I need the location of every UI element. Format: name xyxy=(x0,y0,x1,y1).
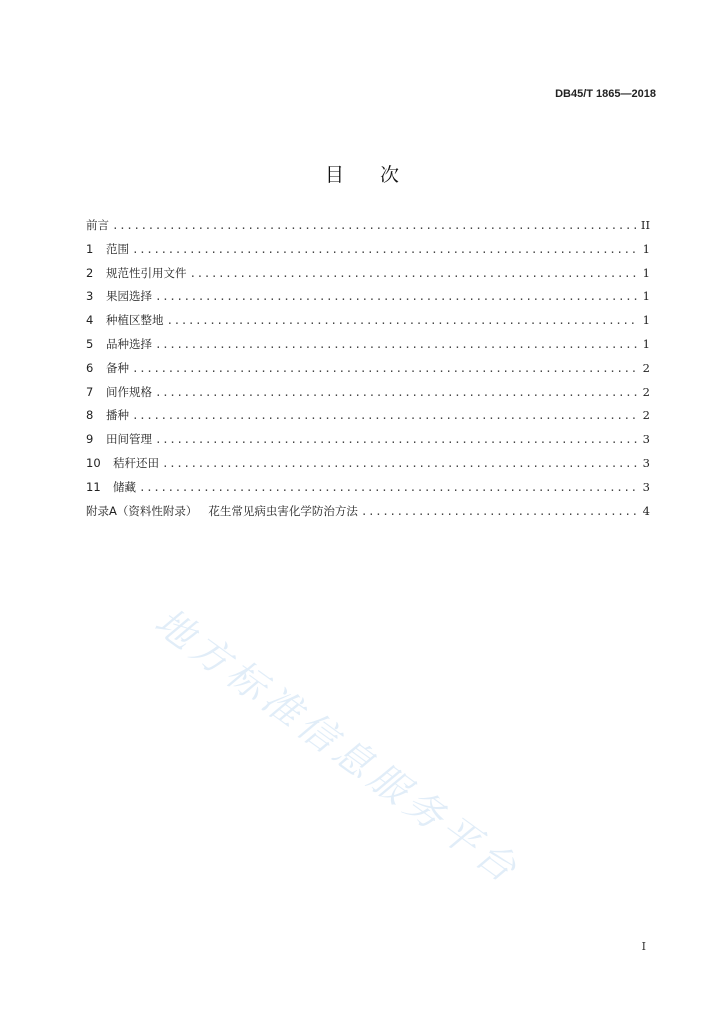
document-code: DB45/T 1865—2018 xyxy=(555,88,656,100)
toc-page-number: 4 xyxy=(642,503,650,518)
toc-label: 储藏 xyxy=(113,479,136,494)
toc-page-number: 1 xyxy=(642,336,650,351)
toc-number: 3 xyxy=(86,289,94,304)
toc-leader-dots xyxy=(155,433,638,446)
toc-leader-dots xyxy=(167,314,639,327)
toc-entry-4[interactable] xyxy=(86,312,650,336)
toc-number: 7 xyxy=(86,384,94,399)
toc-page-number: 1 xyxy=(642,265,650,280)
toc-page-number: 2 xyxy=(642,408,650,423)
toc-entry-1[interactable] xyxy=(86,241,650,265)
toc-label: 果园选择 xyxy=(106,289,152,304)
toc-leader-dots xyxy=(162,457,638,470)
toc-page-number: 3 xyxy=(642,455,650,470)
toc-label: 田间管理 xyxy=(106,432,152,447)
toc-leader-dots xyxy=(190,267,639,280)
toc-entry-9[interactable] xyxy=(86,431,650,455)
toc-label: 附录A（资料性附录） 花生常见病虫害化学防治方法 xyxy=(86,503,358,518)
toc-leader-dots xyxy=(112,219,637,232)
toc-page-number: II xyxy=(640,218,650,232)
toc-label: 种植区整地 xyxy=(106,313,164,328)
title-char-2: 次 xyxy=(380,164,400,186)
toc-page-number: 2 xyxy=(642,360,650,375)
toc-leader-dots xyxy=(155,338,638,351)
toc-leader-dots xyxy=(139,481,638,494)
toc-entry-10[interactable] xyxy=(86,455,650,479)
toc-entry-5[interactable] xyxy=(86,336,650,360)
toc-page-number: 3 xyxy=(642,479,650,494)
toc-label: 规范性引用文件 xyxy=(106,265,187,280)
table-of-contents xyxy=(86,217,650,526)
toc-number: 6 xyxy=(86,360,94,375)
toc-number: 1 xyxy=(86,241,94,256)
toc-label: 备种 xyxy=(106,360,129,375)
toc-label: 间作规格 xyxy=(106,384,152,399)
toc-entry-appendix-a[interactable] xyxy=(86,503,650,527)
toc-entry-8[interactable] xyxy=(86,407,650,431)
title-char-1: 目 xyxy=(324,164,344,186)
toc-page-number: 3 xyxy=(642,432,650,447)
toc-entry-11[interactable] xyxy=(86,479,650,503)
toc-leader-dots xyxy=(132,409,638,422)
page-number: I xyxy=(641,940,646,953)
toc-number: 8 xyxy=(86,408,94,423)
toc-label: 范围 xyxy=(106,241,129,256)
toc-leader-dots xyxy=(132,362,638,375)
toc-label: 前言 xyxy=(86,218,109,232)
toc-number: 4 xyxy=(86,313,94,328)
toc-entry-2[interactable] xyxy=(86,265,650,289)
toc-leader-dots xyxy=(361,505,638,518)
toc-label: 播种 xyxy=(106,408,129,423)
toc-entry-7[interactable] xyxy=(86,384,650,408)
toc-leader-dots xyxy=(155,290,638,303)
toc-number: 10 xyxy=(86,455,101,470)
toc-number: 11 xyxy=(86,479,101,494)
toc-label: 秸秆还田 xyxy=(113,455,159,470)
toc-number: 9 xyxy=(86,432,94,447)
watermark: 地方标准信息服务平台 xyxy=(146,599,529,894)
toc-leader-dots xyxy=(132,243,638,256)
toc-entry-foreword[interactable] xyxy=(86,217,650,241)
toc-number: 5 xyxy=(86,336,94,351)
toc-leader-dots xyxy=(155,386,638,399)
toc-page-number: 1 xyxy=(642,289,650,304)
toc-page-number: 1 xyxy=(642,241,650,256)
toc-page-number: 2 xyxy=(642,384,650,399)
toc-label: 品种选择 xyxy=(106,336,152,351)
toc-entry-6[interactable] xyxy=(86,360,650,384)
page-title xyxy=(0,160,724,187)
toc-number: 2 xyxy=(86,265,94,280)
toc-page-number: 1 xyxy=(642,313,650,328)
toc-entry-3[interactable] xyxy=(86,288,650,312)
